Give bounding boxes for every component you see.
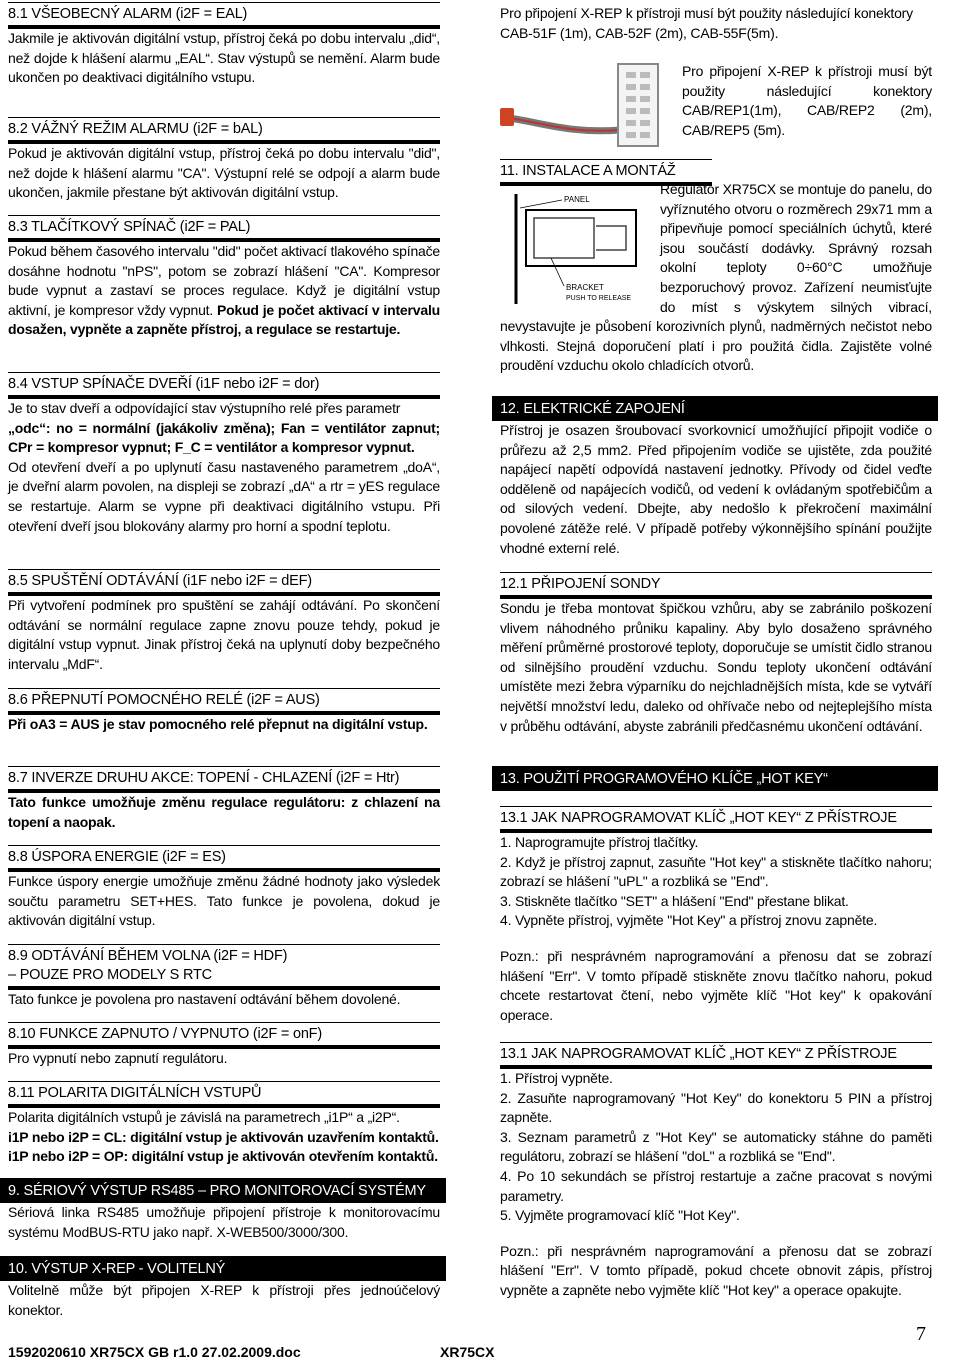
step-item: 3. Stiskněte tlačítko "SET" a hlášení "End" přestane blikat. [500,892,849,909]
step-item: 3. Seznam parametrů z "Hot Key" se automaticky stáhne do paměti regulátoru, zobrazí se hlášení "doL" a rozbliká se "End". [500,1128,932,1165]
label-panel: PANEL [564,195,590,204]
section-8-5 [8,569,440,674]
text-8-3 [8,242,440,340]
section-13-1-a [500,806,932,1025]
heading-13-1-a: 13.1 JAK NAPROGRAMOVAT KLÍČ „HOT KEY“ Z PŘÍSTROJE [500,806,932,833]
section-xrep [500,4,932,43]
section-8-4 [8,372,440,536]
heading-8-4: 8.4 VSTUP SPÍNAČE DVEŘÍ (i1F nebo i2F = dor) [8,372,440,399]
text-8-6: Při oA3 = AUS je stav pomocného relé přepnut na digitální vstup. [8,716,428,732]
step-item: 4. Vypněte přístroj, vyjměte "Hot Key" a přístroj znovu zapněte. [500,912,878,929]
section-12 [500,396,932,558]
section-10 [8,1256,440,1320]
text-8-5: Při vytvoření podmínek pro spuštění se zahájí odtávání. Po skončení odtávání se normální regulace zapne znovu pouze tehdy, pokud je digitální vstup vypnut. Jinak přístroj čeká na uplynutí doby bezpečného intervalu „MdF“. [8,597,440,672]
heading-13: 13. POUŽITÍ PROGRAMOVÉHO KLÍČE „HOT KEY“ [492,766,938,791]
section-8-1 [8,2,440,88]
section-8-7 [8,766,440,832]
heading-12-1: 12.1 PŘIPOJENÍ SONDY [500,572,932,599]
footer-model: XR75CX [440,1344,495,1360]
text-8-4-c: Od otevření dveří a po uplynutí času nastaveného parametrem „doA“, je dveřní alarm povolen, na displeji se zobrazí „dA“ a rtr = yES regulace se restartuje. Alarm se vypne při deaktivaci digitálního vstupu. Při otevření dveří jsou blokovány alarmy pro horní a spodní teplotu. [8,458,440,534]
heading-8-2: 8.2 VÁŽNÝ REŽIM ALARMU (i2F = bAL) [8,117,440,144]
heading-9: 9. SÉRIOVÝ VÝSTUP RS485 – PRO MONITOROVACÍ SYSTÉMY [0,1178,446,1203]
steps-13-1-b [500,1069,932,1226]
note-13-1-b: Pozn.: při nesprávném naprogramování a přenosu dat se zobrazí hlášení "Err". V tomto případě, pokud chcete obnovit zápis, přístroj vypněte a zapněte nebo vyjměte klíč "Hot key" a operace opakujte. [500,1242,932,1298]
section-xrep-2 [682,62,932,140]
heading-8-9-sub: – POUZE PRO MODELY S RTC [8,966,440,990]
label-push: PUSH TO RELEASE [566,295,632,302]
heading-8-7: 8.7 INVERZE DRUHU AKCE: TOPENÍ - CHLAZENÍ (i2F = Htr) [8,766,440,793]
image-float [500,180,660,306]
cable-connector-image [500,60,675,155]
heading-8-6: 8.6 PŘEPNUTÍ POMOCNÉHO RELÉ (i2F = AUS) [8,688,440,715]
text-8-8: Funkce úspory energie umožňuje změnu žádné hodnoty jako výsledek součtu parametru SET+HES. Tato funkce je povolena, dokud je aktivován digitální vstup. [8,873,440,929]
text-8-4-a: Je to stav dveří a odpovídající stav výstupního relé přes parametr [8,400,401,416]
step-item: 2. Zasuňte naprogramovaný "Hot Key" do konektoru 5 PIN a přístroj zapněte. [500,1089,932,1126]
heading-8-9: 8.9 ODTÁVÁNÍ BĚHEM VOLNA (i2F = HDF) [8,944,440,966]
text-8-11-cl: i1P nebo i2P = CL: digitální vstup je aktivován uzavřením kontaktů. [8,1128,439,1145]
text-xrep-cab: Pro připojení X-REP k přístroji musí být použity následující konektory CAB/REP1(1m), CAB/REP2 (2m), CAB/REP5 (5m). [682,63,932,138]
section-8-10 [8,1022,440,1069]
heading-11: 11. INSTALACE A MONTÁŽ [500,159,712,186]
section-8-6 [8,688,440,735]
page-number: 7 [916,1323,926,1345]
heading-8-1: 8.1 VŠEOBECNÝ ALARM (i2F = EAL) [8,2,440,29]
step-item: 1. Přístroj vypněte. [500,1070,613,1086]
step-item: 1. Naprogramujte přístroj tlačítky. [500,834,699,850]
text-8-11: Polarita digitálních vstupů je závislá na parametrech „i1P“ a „i2P“. [8,1109,400,1125]
note-13-1-a: Pozn.: při nesprávném naprogramování a přenosu dat se zobrazí hlášení "Err". V tomto případě stiskněte znovu tlačítko nahoru, pokud chcete restartovat čtení, nebo vyjměte klíč "Hot key" k opakování operace. [500,947,932,1023]
heading-8-10: 8.10 FUNKCE ZAPNUTO / VYPNUTO (i2F = onF) [8,1022,440,1049]
text-8-7: Tato funkce umožňuje změnu regulace regulátoru: z chlazení na topení a naopak. [8,794,440,830]
text-8-3-normal: Pokud během časového intervalu "did" počet aktivací tlakového spínače dosáhne hodnotu "nPS", potom se zobrazí hlášení "CA". Kompresor bude vypnut a zastaví se proces regulace. Když je digitální vstup aktivní, je kompresor vždy vypnut. [8,243,440,318]
text-12: Přístroj je osazen šroubovací svorkovnicí umožňující připojit vodiče o průřezu až 2,5 mm2. Před připojením vodiče se ujistěte, zda použité napájecí napětí odpovídá nastavení jednotky. Přívody od čidel veďte odděleně od napájecích vodičů, od vedení k ovládaným spotřebičům a od silových vedení. Dbejte, aby nedošlo k překročení maximální povolené zátěže relé. V případě potřeby výkonnějšího spínání použijte vhodné externí relé. [500,422,932,556]
section-12-1 [500,572,932,736]
connector-block [618,64,658,146]
text-8-4-b: „odc“: no = normální (jakákoliv změna); Fan = ventilátor zapnut; CPr = kompresor vypnut; F_C = ventilátor a kompresor vypnut. [8,419,440,456]
text-8-9: Tato funkce je povolena pro nastavení odtávání během dovolené. [8,991,401,1007]
label-bracket: BRACKET [566,283,604,292]
section-8-8 [8,845,440,931]
heading-8-11: 8.11 POLARITA DIGITÁLNÍCH VSTUPŮ [8,1081,440,1108]
text-8-10: Pro vypnutí nebo zapnutí regulátoru. [8,1050,228,1066]
heading-8-3: 8.3 TLAČÍTKOVÝ SPÍNAČ (i2F = PAL) [8,215,440,242]
text-11 [500,180,932,376]
heading-8-5: 8.5 SPUŠTĚNÍ ODTÁVÁNÍ (i1F nebo i2F = dEF) [8,569,440,596]
text-10: Volitelně může být připojen X-REP k přístroji přes jednoúčelový konektor. [8,1282,440,1318]
heading-12: 12. ELEKTRICKÉ ZAPOJENÍ [492,396,938,421]
text-8-11-op: i1P nebo i2P = OP: digitální vstup je aktivován otevřením kontaktů. [8,1148,438,1165]
heading-8-8: 8.8 ÚSPORA ENERGIE (i2F = ES) [8,845,440,872]
section-8-2 [8,117,440,203]
heading-13-1-b: 13.1 JAK NAPROGRAMOVAT KLÍČ „HOT KEY“ Z PŘÍSTROJE [500,1042,932,1069]
step-item: 2. Když je přístroj zapnut, zasuňte "Hot key" a stiskněte tlačítko nahoru; zobrazí se hlášení "uPL" a rozbliká se "End". [500,853,932,890]
section-11-text [500,180,932,376]
section-13 [500,766,932,791]
text-9: Sériová linka RS485 umožňuje připojení přístroje k monitorovacímu systému ModBUS-RTU jako např. X-WEB500/3000/300. [8,1204,440,1240]
step-item: 5. Vyjměte programovací klíč "Hot Key". [500,1207,740,1224]
step-item: 4. Po 10 sekundách se přístroj restartuje a začne pracovat s novými parametry. [500,1167,932,1204]
text-xrep-connectors: Pro připojení X-REP k přístroji musí být použity následující konektory CAB-51F (1m), CAB-52F (2m), CAB-55F(5m). [500,5,913,41]
section-8-11 [8,1081,440,1167]
text-8-2: Pokud je aktivován digitální vstup, přístroj čeká po dobu intervalu "did", než dojde k hlášení alarmu "CA". Výstupní relé se odpojí a alarm bude ukončen, jakmile přestane být aktivován digitální vstup. [8,145,440,201]
red-plug [500,108,514,126]
text-12-1: Sondu je třeba montovat špičkou vzhůru, aby se zabránilo poškození vlivem náhodného průniku kapaliny. Aby bylo dosaženo správného měření průměrné prostorové teploty, doporučuje se umístit čidlo stranou od silnějšího proudění vzduchu. Sondu teploty ukončení odtávání umístěte mezi žebra výparníku do nejchladnějších místa, kde se vytváří největší množství ledu, daleko od ohřívače nebo od nejteplejšího místa v průběhu odtávání, abyste zabránili předčasnému ukončení odtávání. [500,600,932,734]
section-13-1-b [500,1042,932,1301]
text-11-content: Regulátor XR75CX se montuje do panelu, do vyříznutého otvoru o rozměrech 29x71 mm a připevňuje pomocí speciálních úchytů, které jsou součástí dodávky. Správný rozsah okolní teploty 0÷60°C umožňuje bezporuchový provoz. Zařízení neumisťujte do míst s výskytem silných vibrací, nevystavujte je působení korozivních plynů, nadměrných nečistot nebo vlhkosti. Stejná doporučení platí i pro použitá čidla. Zajistěte volné proudění vzduchu okolo chladících otvorů. [500,181,932,374]
text-8-3-bold: Pokud je počet aktivací v intervalu dosažen, vypněte a zapněte přístroj, a regulace se restartuje. [8,301,440,338]
section-9 [8,1178,440,1242]
section-8-3 [8,215,440,340]
steps-13-1-a [500,833,932,931]
section-8-9 [8,944,440,1010]
footer-doc-name: 1592020610 XR75CX GB r1.0 27.02.2009.doc [8,1344,301,1360]
heading-10: 10. VÝSTUP X-REP - VOLITELNÝ [0,1256,446,1281]
text-8-1: Jakmile je aktivován digitální vstup, přístroj čeká po dobu intervalu „did“, než dojde k hlášení alarmu „EAL“. Stav výstupů se nemění. Alarm bude ukončen po deaktivaci digitálního vstupu. [8,30,440,86]
